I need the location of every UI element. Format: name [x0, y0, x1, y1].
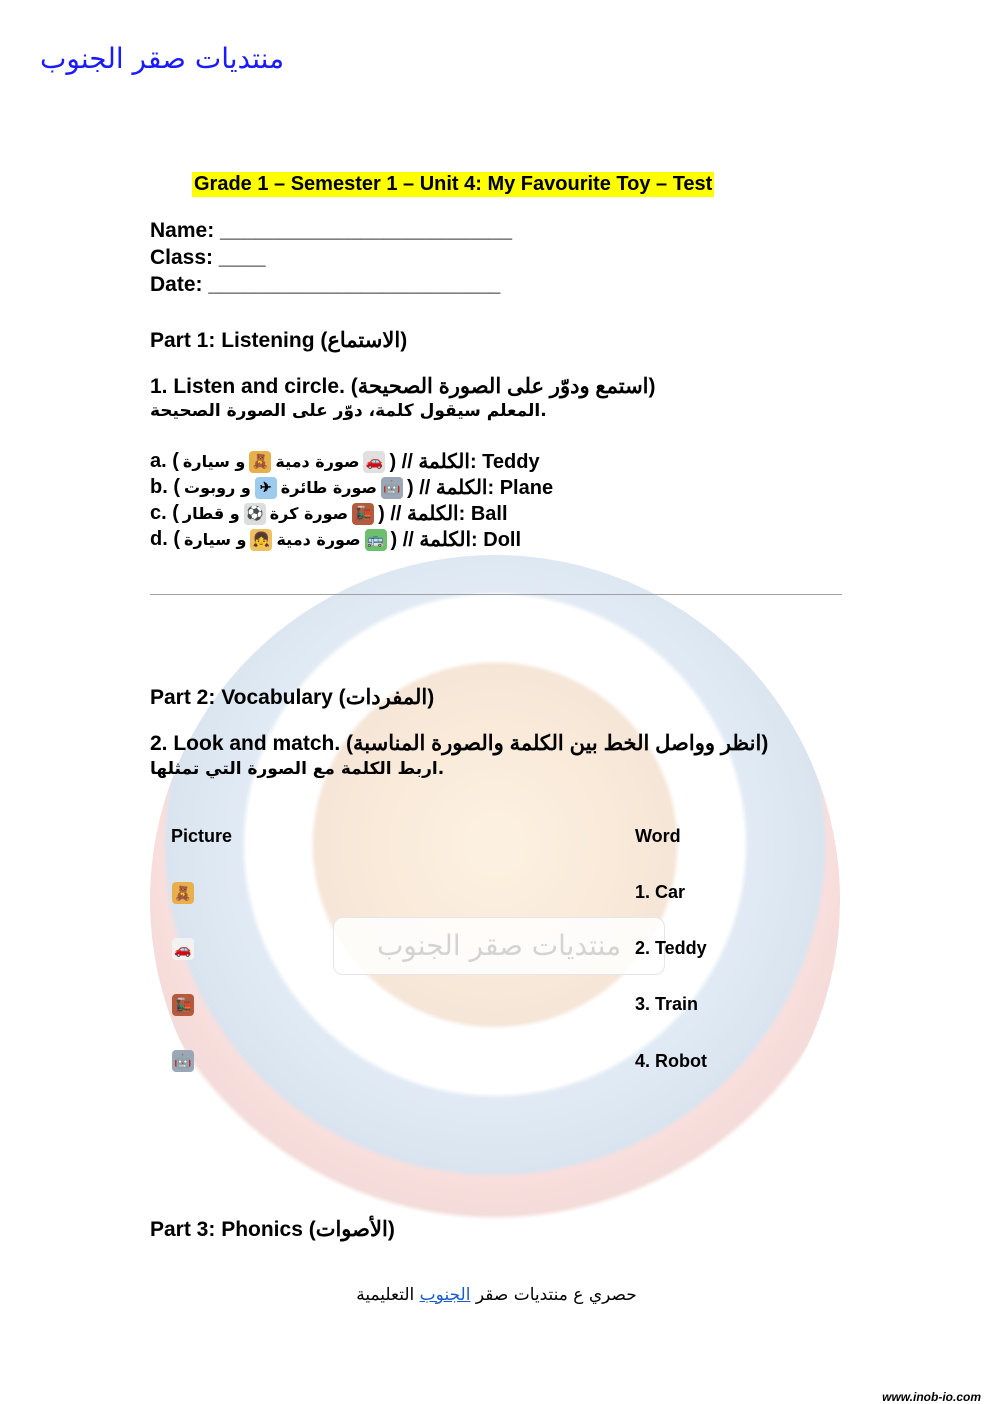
page-title: Grade 1 – Semester 1 – Unit 4: My Favourite Toy – Test: [194, 173, 713, 195]
name-field: Name: _________________________: [150, 219, 513, 242]
footer-text: التعليمية: [356, 1285, 420, 1305]
part1-heading: Part 1: Listening (الاستماع): [150, 329, 408, 352]
robot-icon: 🤖: [381, 477, 403, 499]
item-option-ar: صورة دمية: [276, 530, 361, 549]
part1-instruction: 1. Listen and circle. (استمع ودوّر على الصورة الصحيحة): [150, 375, 656, 398]
bus-icon: 🚌: [365, 529, 387, 551]
item-option-ar: صورة طائرة: [280, 478, 377, 497]
date-field: Date: _________________________: [150, 273, 501, 296]
footer-note: [0, 1285, 993, 1305]
listening-item-c: [150, 501, 508, 526]
airplane-icon: ✈: [255, 477, 277, 499]
train-icon: 🚂: [172, 994, 194, 1016]
item-option-ar: صورة دمية: [275, 452, 360, 471]
match-word-3: 3. Train: [635, 994, 699, 1014]
column-header-word: Word: [635, 826, 681, 846]
eagle-watermark: [150, 555, 840, 1245]
footer-link[interactable]: الجنوب: [419, 1285, 471, 1305]
car-icon: 🚗: [172, 938, 194, 960]
item-option-ar: و سيارة: [184, 530, 247, 549]
site-url: www.inob-io.com: [882, 1390, 981, 1404]
soccer-ball-icon: ⚽: [244, 503, 266, 525]
listening-item-d: [150, 527, 521, 552]
item-option-ar: و سيارة: [182, 452, 246, 471]
robot-icon: 🤖: [172, 1050, 194, 1072]
car-icon: 🚗: [363, 451, 385, 473]
part2-instruction: 2. Look and match. (انظر وواصل الخط بين الكلمة والصورة المناسبة): [150, 732, 769, 755]
teddy-bear-icon: 🧸: [249, 451, 271, 473]
match-word-2: 2. Teddy: [635, 938, 707, 958]
item-label: c. (: [150, 502, 179, 524]
listening-item-b: [150, 475, 553, 500]
part2-instruction-ar: اربط الكلمة مع الصورة التي تمثلها.: [150, 759, 445, 779]
match-word-4: 4. Robot: [635, 1051, 707, 1071]
item-word: ) // الكلمة: Teddy: [389, 451, 540, 473]
watermark-text: منتديات صقر الجنوب: [333, 917, 665, 975]
site-logo: منتديات صقر الجنوب: [40, 42, 285, 75]
match-word-1: 1. Car: [635, 882, 686, 902]
train-icon: 🚂: [352, 503, 374, 525]
item-word: ) // الكلمة: Doll: [390, 529, 522, 551]
footer-text: حصري ع منتديات صقر: [470, 1285, 637, 1305]
part1-instruction-ar: المعلم سيقول كلمة، دوّر على الصورة الصحيحة.: [150, 401, 547, 421]
item-word: ) // الكلمة: Plane: [407, 477, 554, 499]
class-field: Class: ____: [150, 246, 266, 269]
item-word: ) // الكلمة: Ball: [378, 503, 508, 525]
item-label: b. (: [150, 476, 180, 498]
part2-heading: Part 2: Vocabulary (المفردات): [150, 686, 435, 709]
listening-item-a: [150, 449, 540, 474]
section-divider: [150, 594, 842, 595]
item-option-ar: و روبوت: [184, 478, 251, 497]
column-header-picture: Picture: [171, 826, 233, 846]
item-label: d. (: [150, 528, 180, 550]
item-option-ar: صورة كرة: [269, 504, 349, 523]
item-label: a. (: [150, 450, 179, 472]
teddy-bear-icon: 🧸: [172, 882, 194, 904]
item-option-ar: و قطار: [182, 504, 240, 523]
part3-heading: Part 3: Phonics (الأصوات): [150, 1218, 395, 1241]
doll-icon: 👧: [250, 529, 272, 551]
